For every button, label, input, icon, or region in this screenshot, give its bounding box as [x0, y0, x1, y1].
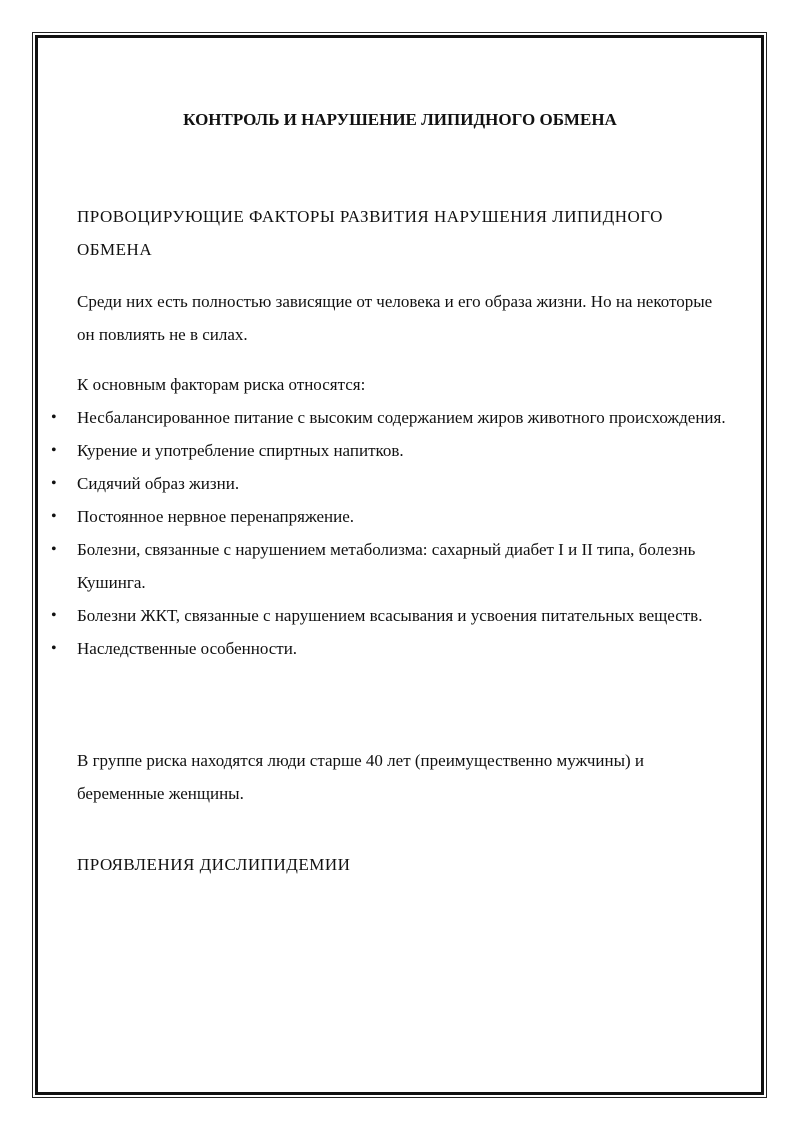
risk-factor-text: Сидячий образ жизни. — [77, 474, 240, 493]
risk-list-intro: К основным факторам риска относятся: — [77, 375, 366, 394]
risk-factor-text: Постоянное нервное перенапряжение. — [77, 507, 354, 526]
list-item — [0, 401, 727, 434]
risk-factor-text: Наследственные особенности. — [77, 639, 298, 658]
intro-paragraph: Среди них есть полностью зависящие от человека и его образа жизни. Но на некоторые он повлиять не в силах. — [77, 292, 713, 344]
section-heading-dyslipidemia: ПРОЯВЛЕНИЯ ДИСЛИПИДЕМИИ — [77, 855, 351, 874]
list-item — [0, 467, 727, 500]
risk-factor-text: Курение и употребление спиртных напитков. — [77, 441, 404, 460]
list-item — [0, 500, 727, 533]
bullet-icon: • — [51, 607, 57, 624]
section-heading-provoking-factors: ПРОВОЦИРУЮЩИЕ ФАКТОРЫ РАЗВИТИЯ НАРУШЕНИЯ ЛИПИДНОГО ОБМЕНА — [77, 207, 663, 259]
risk-factor-text: Несбалансированное питание с высоким содержанием жиров животного происхождения. — [77, 408, 726, 427]
list-item — [0, 599, 727, 632]
list-item — [0, 632, 727, 665]
risk-factor-text: Болезни ЖКТ, связанные с нарушением всасывания и усвоения питательных веществ. — [77, 606, 703, 625]
document-title: КОНТРОЛЬ И НАРУШЕНИЕ ЛИПИДНОГО ОБМЕНА — [183, 110, 617, 129]
bullet-icon: • — [51, 409, 57, 426]
bullet-icon: • — [51, 640, 57, 657]
bullet-icon: • — [51, 475, 57, 492]
bullet-icon: • — [51, 508, 57, 525]
risk-factors-list — [0, 401, 800, 665]
list-item — [0, 434, 727, 467]
bullet-icon: • — [51, 442, 57, 459]
list-item — [0, 533, 727, 599]
bullet-icon: • — [51, 541, 57, 558]
risk-factor-text: Болезни, связанные с нарушением метаболизма: сахарный диабет I и II типа, болезнь Кушинга. — [77, 540, 696, 592]
risk-group-paragraph: В группе риска находятся люди старше 40 лет (преимущественно мужчины) и беременные женщины. — [77, 751, 645, 803]
